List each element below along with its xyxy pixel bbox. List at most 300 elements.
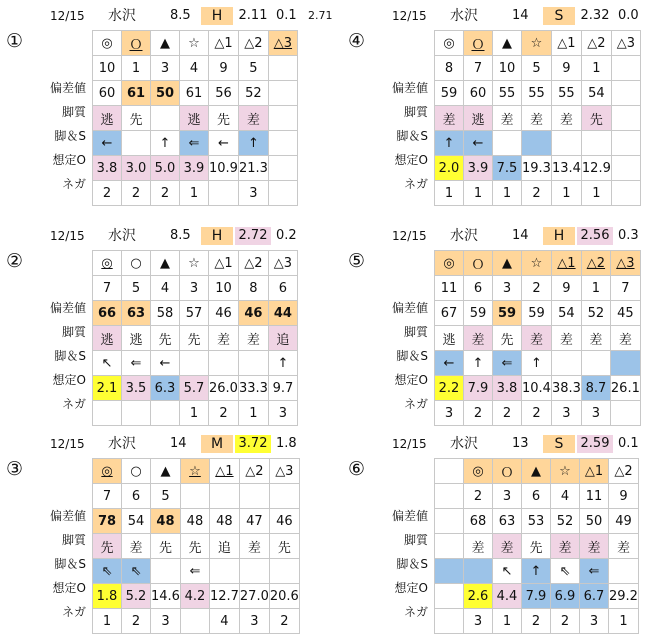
- row-label-nega: ネガ: [403, 605, 428, 619]
- mark-cell: ☆: [180, 459, 209, 484]
- pace-badge: H: [201, 227, 233, 245]
- mark-cell: △2: [238, 251, 268, 276]
- mark-cell: ◎: [435, 31, 464, 56]
- deviation-cell: 68: [464, 509, 493, 534]
- est-odds-cell: 4.2: [180, 584, 209, 609]
- running-style-cell: 差: [609, 534, 639, 559]
- deviation-cell: 46: [209, 301, 239, 326]
- nega-cell: 2: [522, 609, 551, 634]
- horse-number-cell: 7: [464, 56, 493, 81]
- distance-value: 8.5: [170, 228, 191, 243]
- grid-row-style: [435, 326, 641, 351]
- running-style-cell: 差: [551, 326, 581, 351]
- grid-row-nega: [435, 181, 641, 206]
- running-style-cell: 差: [522, 326, 552, 351]
- horse-number-cell: 3: [493, 484, 522, 509]
- prediction-grid: [92, 458, 300, 634]
- horse-number-cell: 5: [122, 276, 151, 301]
- est-odds-cell: 2.6: [464, 584, 493, 609]
- deviation-cell: 50: [151, 81, 180, 106]
- race-header: [346, 4, 661, 26]
- deviation-cell: 58: [151, 301, 180, 326]
- leg-speed-cell: ←: [209, 131, 239, 156]
- horse-number-cell: 3: [151, 56, 180, 81]
- deviation-cell: [611, 81, 640, 106]
- deviation-cell: 54: [581, 81, 611, 106]
- grid-row-marks: [435, 459, 639, 484]
- nega-cell: 3: [151, 609, 181, 634]
- mark-cell: ▲: [151, 459, 181, 484]
- nega-cell: 1: [581, 181, 611, 206]
- running-style-cell: 先: [522, 534, 551, 559]
- mark-cell: Ｏ: [464, 251, 493, 276]
- nega-cell: 1: [180, 401, 209, 426]
- deviation-cell: 61: [122, 81, 151, 106]
- deviation-cell: 48: [151, 509, 181, 534]
- row-label-est-odds: 想定O: [394, 581, 428, 595]
- nega-cell: 2: [522, 401, 552, 426]
- race-number: ③: [6, 458, 24, 480]
- row-label-style: 脚質: [403, 533, 428, 547]
- est-odds-cell: 20.6: [269, 584, 299, 609]
- nega-cell: 2: [122, 609, 151, 634]
- prediction-grid: [434, 458, 639, 634]
- grid-row-odds: [435, 584, 639, 609]
- race-number: ⑥: [348, 458, 366, 480]
- nega-cell: [268, 181, 297, 206]
- row-label-deviation: 偏差値: [49, 509, 86, 523]
- horse-number-cell: 7: [93, 276, 122, 301]
- pace-badge: H: [543, 227, 575, 245]
- est-odds-cell: 3.0: [122, 156, 151, 181]
- row-label-nega: ネガ: [403, 177, 428, 191]
- deviation-cell: 61: [180, 81, 209, 106]
- nega-cell: [93, 401, 122, 426]
- est-odds-cell: 5.7: [180, 376, 209, 401]
- running-style-cell: 先: [581, 106, 611, 131]
- row-label-style: 脚質: [61, 533, 86, 547]
- horse-number-cell: 4: [151, 276, 180, 301]
- venue-name: 水沢: [450, 8, 478, 24]
- nega-cell: 3: [464, 609, 493, 634]
- mark-cell: [435, 459, 464, 484]
- horse-number-cell: [209, 484, 239, 509]
- running-style-cell: 追: [209, 534, 239, 559]
- leg-speed-cell: [238, 351, 268, 376]
- leg-speed-cell: [493, 131, 522, 156]
- odds-value-2: 0.0: [618, 8, 639, 23]
- deviation-cell: 44: [268, 301, 297, 326]
- est-odds-cell: 21.3: [238, 156, 268, 181]
- race-date: 12/15: [392, 9, 427, 23]
- leg-speed-cell: [551, 351, 581, 376]
- odds-value-2: 0.1: [618, 436, 639, 451]
- horse-number-cell: [269, 484, 299, 509]
- race-date: 12/15: [392, 229, 427, 243]
- nega-cell: 1: [493, 609, 522, 634]
- venue-name: 水沢: [108, 8, 136, 24]
- est-odds-cell: 12.9: [581, 156, 611, 181]
- running-style-cell: 先: [122, 106, 151, 131]
- deviation-cell: 45: [610, 301, 640, 326]
- nega-cell: 2: [93, 181, 122, 206]
- grid-row-arrows: [93, 131, 298, 156]
- deviation-cell: 53: [522, 509, 551, 534]
- horse-number-cell: 9: [551, 276, 581, 301]
- est-odds-cell: 2.1: [93, 376, 122, 401]
- pace-badge: M: [201, 435, 233, 453]
- deviation-cell: 55: [551, 81, 581, 106]
- leg-speed-cell: ↑: [522, 351, 552, 376]
- running-style-cell: 差: [464, 326, 493, 351]
- grid-row-style: [93, 534, 300, 559]
- row-labels: [348, 76, 434, 196]
- est-odds-cell: 10.9: [209, 156, 239, 181]
- nega-cell: 4: [209, 609, 239, 634]
- nega-cell: 1: [238, 401, 268, 426]
- horse-number-cell: 3: [180, 276, 209, 301]
- mark-cell: ◎: [93, 459, 122, 484]
- running-style-cell: 差: [238, 326, 268, 351]
- est-odds-cell: 10.4: [522, 376, 552, 401]
- race-header: [346, 224, 661, 246]
- mark-cell: ☆: [522, 251, 552, 276]
- race-block-4: [346, 224, 661, 420]
- running-style-cell: 差: [209, 326, 239, 351]
- leg-speed-cell: [122, 131, 151, 156]
- leg-speed-cell: [268, 131, 297, 156]
- running-style-cell: 差: [464, 534, 493, 559]
- grid-row-style: [435, 106, 641, 131]
- mark-cell: ☆: [522, 31, 552, 56]
- est-odds-cell: 26.0: [209, 376, 239, 401]
- grid-row-arrows: [435, 131, 641, 156]
- horse-number-cell: [180, 484, 209, 509]
- leg-speed-cell: [611, 131, 640, 156]
- horse-number-cell: 5: [151, 484, 181, 509]
- est-odds-cell: 7.9: [464, 376, 493, 401]
- deviation-cell: 56: [209, 81, 239, 106]
- mark-cell: △2: [239, 459, 269, 484]
- est-odds-cell: 9.7: [268, 376, 297, 401]
- row-label-leg-speed: 脚＆S: [54, 349, 86, 363]
- grid-row-style: [93, 326, 298, 351]
- leg-speed-cell: ↑: [464, 351, 493, 376]
- horse-number-cell: 8: [238, 276, 268, 301]
- horse-number-cell: 2: [464, 484, 493, 509]
- est-odds-cell: 1.8: [93, 584, 122, 609]
- odds-value-1: 2.11: [238, 8, 268, 23]
- mark-cell: △1: [551, 31, 581, 56]
- mark-cell: △2: [238, 31, 268, 56]
- est-odds-cell: 4.4: [493, 584, 522, 609]
- extra-value: 2.71: [308, 9, 333, 22]
- grid-row-odds: [435, 376, 641, 401]
- pace-badge: S: [543, 7, 575, 25]
- row-label-est-odds: 想定O: [394, 153, 428, 167]
- row-label-est-odds: 想定O: [394, 373, 428, 387]
- grid-row-style: [435, 534, 639, 559]
- race-block-1: [4, 4, 333, 201]
- race-number: ⑤: [348, 250, 366, 272]
- row-label-style: 脚質: [403, 325, 428, 339]
- grid-row-odds: [93, 376, 298, 401]
- row-label-nega: ネガ: [61, 177, 86, 191]
- venue-name: 水沢: [450, 228, 478, 244]
- odds-value-1: 2.56: [577, 227, 613, 245]
- venue-name: 水沢: [108, 436, 136, 452]
- leg-speed-cell: [209, 351, 239, 376]
- race-number: ①: [6, 30, 24, 52]
- venue-name: 水沢: [108, 228, 136, 244]
- nega-cell: 2: [151, 181, 180, 206]
- est-odds-cell: 13.4: [551, 156, 581, 181]
- nega-cell: [611, 181, 640, 206]
- leg-speed-cell: [239, 559, 269, 584]
- est-odds-cell: 7.5: [493, 156, 522, 181]
- horse-number-cell: 9: [609, 484, 639, 509]
- mark-cell: △3: [610, 251, 640, 276]
- leg-speed-cell: [609, 559, 639, 584]
- mark-cell: Ｏ: [122, 31, 151, 56]
- leg-speed-cell: [151, 559, 181, 584]
- mark-cell: ▲: [151, 31, 180, 56]
- running-style-cell: 差: [610, 326, 640, 351]
- leg-speed-cell: ↑: [151, 131, 180, 156]
- est-odds-cell: 3.5: [122, 376, 151, 401]
- row-label-est-odds: 想定O: [52, 581, 86, 595]
- est-odds-cell: 7.9: [522, 584, 551, 609]
- grid-row-nega: [93, 401, 298, 426]
- est-odds-cell: 5.0: [151, 156, 180, 181]
- grid-row-nega: [93, 181, 298, 206]
- row-label-leg-speed: 脚＆S: [396, 349, 428, 363]
- deviation-cell: 63: [493, 509, 522, 534]
- horse-number-cell: 6: [464, 276, 493, 301]
- est-odds-cell: 27.0: [239, 584, 269, 609]
- row-label-est-odds: 想定O: [52, 373, 86, 387]
- grid-row-nums: [93, 56, 298, 81]
- mark-cell: △1: [580, 459, 609, 484]
- deviation-cell: 59: [435, 81, 464, 106]
- mark-cell: ○: [122, 459, 151, 484]
- grid-row-arrows: [93, 559, 300, 584]
- nega-cell: [435, 609, 464, 634]
- grid-row-nums: [93, 484, 300, 509]
- mark-cell: △2: [581, 31, 611, 56]
- mark-cell: △3: [611, 31, 640, 56]
- running-style-cell: 差: [551, 534, 580, 559]
- mark-cell: ☆: [551, 459, 580, 484]
- est-odds-cell: 14.6: [151, 584, 181, 609]
- leg-speed-cell: ↖: [493, 559, 522, 584]
- nega-cell: [610, 401, 640, 426]
- running-style-cell: 差: [580, 534, 609, 559]
- horse-number-cell: 6: [522, 484, 551, 509]
- mark-cell: Ｏ: [493, 459, 522, 484]
- prediction-grid: [92, 250, 298, 426]
- row-label-nega: ネガ: [61, 605, 86, 619]
- race-number: ②: [6, 250, 24, 272]
- distance-value: 14: [512, 8, 529, 23]
- running-style-cell: 逃: [435, 326, 464, 351]
- grid-row-nums: [93, 276, 298, 301]
- row-label-style: 脚質: [61, 105, 86, 119]
- row-label-deviation: 偏差値: [391, 509, 428, 523]
- grid-row-dev: [93, 301, 298, 326]
- deviation-cell: 46: [269, 509, 299, 534]
- est-odds-cell: 33.3: [238, 376, 268, 401]
- running-style-cell: 逃: [122, 326, 151, 351]
- est-odds-cell: 3.8: [493, 376, 522, 401]
- running-style-cell: 逃: [93, 326, 122, 351]
- grid-row-dev: [435, 81, 641, 106]
- distance-value: 13: [512, 436, 529, 451]
- est-odds-cell: 6.3: [151, 376, 180, 401]
- horse-number-cell: [435, 484, 464, 509]
- deviation-cell: 52: [551, 509, 580, 534]
- nega-cell: 1: [493, 181, 522, 206]
- deviation-cell: 57: [180, 301, 209, 326]
- est-odds-cell: 19.3: [522, 156, 552, 181]
- grid-row-odds: [93, 156, 298, 181]
- nega-cell: 1: [93, 609, 122, 634]
- leg-speed-cell: ←: [151, 351, 180, 376]
- grid-row-nega: [435, 609, 639, 634]
- running-style-cell: 逃: [93, 106, 122, 131]
- race-number: ④: [348, 30, 366, 52]
- deviation-cell: 55: [493, 81, 522, 106]
- mark-cell: ◎: [464, 459, 493, 484]
- row-labels: [6, 504, 92, 624]
- est-odds-cell: [268, 156, 297, 181]
- deviation-cell: [435, 509, 464, 534]
- leg-speed-cell: ←: [435, 351, 464, 376]
- odds-value-2: 1.8: [276, 436, 297, 451]
- row-labels: [348, 296, 434, 416]
- horse-number-cell: 1: [122, 56, 151, 81]
- distance-value: 14: [512, 228, 529, 243]
- leg-speed-cell: [180, 351, 209, 376]
- grid-row-nega: [93, 609, 300, 634]
- running-style-cell: 逃: [180, 106, 209, 131]
- grid-row-dev: [435, 509, 639, 534]
- est-odds-cell: 5.2: [122, 584, 151, 609]
- est-odds-cell: 6.7: [580, 584, 609, 609]
- leg-speed-cell: ↑: [435, 131, 464, 156]
- horse-number-cell: 11: [580, 484, 609, 509]
- nega-cell: 3: [435, 401, 464, 426]
- leg-speed-cell: ↑: [268, 351, 297, 376]
- row-label-leg-speed: 脚＆S: [396, 129, 428, 143]
- grid-row-nega: [435, 401, 641, 426]
- race-header: [346, 432, 661, 454]
- prediction-grid: [92, 30, 298, 206]
- row-label-est-odds: 想定O: [52, 153, 86, 167]
- nega-cell: 1: [464, 181, 493, 206]
- odds-value-2: 0.3: [618, 228, 639, 243]
- odds-value-1: 2.32: [580, 8, 610, 23]
- horse-number-cell: 1: [581, 56, 611, 81]
- deviation-cell: 48: [180, 509, 209, 534]
- deviation-cell: 50: [580, 509, 609, 534]
- nega-cell: 3: [551, 401, 581, 426]
- race-header: [4, 432, 322, 454]
- row-label-style: 脚質: [403, 105, 428, 119]
- deviation-cell: 48: [209, 509, 239, 534]
- row-label-style: 脚質: [61, 325, 86, 339]
- row-label-leg-speed: 脚＆S: [54, 129, 86, 143]
- prediction-grid: [434, 30, 641, 206]
- nega-cell: 2: [464, 401, 493, 426]
- nega-cell: 1: [609, 609, 639, 634]
- race-block-3: [4, 224, 322, 420]
- race-date: 12/15: [50, 229, 85, 243]
- horse-number-cell: 10: [209, 276, 239, 301]
- horse-number-cell: 6: [122, 484, 151, 509]
- mark-cell: ☆: [180, 251, 209, 276]
- row-label-deviation: 偏差値: [49, 301, 86, 315]
- running-style-cell: 先: [209, 106, 239, 131]
- nega-cell: 2: [522, 181, 552, 206]
- running-style-cell: 差: [581, 326, 610, 351]
- leg-speed-cell: ⇐: [493, 351, 522, 376]
- nega-cell: 3: [581, 401, 610, 426]
- deviation-cell: 63: [122, 301, 151, 326]
- row-label-deviation: 偏差値: [391, 81, 428, 95]
- leg-speed-cell: ⇐: [180, 131, 209, 156]
- running-style-cell: 先: [151, 326, 180, 351]
- mark-cell: Ｏ: [464, 31, 493, 56]
- horse-number-cell: 10: [93, 56, 122, 81]
- running-style-cell: [151, 106, 180, 131]
- mark-cell: △2: [609, 459, 639, 484]
- est-odds-cell: 3.9: [464, 156, 493, 181]
- row-labels: [348, 504, 434, 624]
- race-date: 12/15: [392, 437, 427, 451]
- grid-row-arrows: [93, 351, 298, 376]
- running-style-cell: 先: [180, 534, 209, 559]
- est-odds-cell: 26.1: [610, 376, 640, 401]
- row-label-leg-speed: 脚＆S: [54, 557, 86, 571]
- leg-speed-cell: [551, 131, 581, 156]
- deviation-cell: 60: [93, 81, 122, 106]
- est-odds-cell: 8.7: [581, 376, 610, 401]
- grid-row-marks: [93, 251, 298, 276]
- est-odds-cell: 38.3: [551, 376, 581, 401]
- grid-row-marks: [435, 31, 641, 56]
- odds-value-1: 2.59: [577, 435, 613, 453]
- leg-speed-cell: [581, 351, 610, 376]
- venue-name: 水沢: [450, 436, 478, 452]
- running-style-cell: 逃: [464, 106, 493, 131]
- deviation-cell: 55: [522, 81, 552, 106]
- horse-number-cell: 4: [551, 484, 580, 509]
- odds-value-2: 0.2: [276, 228, 297, 243]
- grid-row-nums: [435, 484, 639, 509]
- grid-row-nums: [435, 56, 641, 81]
- mark-cell: ☆: [180, 31, 209, 56]
- leg-speed-cell: [522, 131, 552, 156]
- leg-speed-cell: ↑: [522, 559, 551, 584]
- grid-row-dev: [435, 301, 641, 326]
- horse-number-cell: 6: [268, 276, 297, 301]
- horse-number-cell: 11: [435, 276, 464, 301]
- grid-row-dev: [93, 509, 300, 534]
- running-style-cell: 差: [239, 534, 269, 559]
- deviation-cell: 46: [238, 301, 268, 326]
- grid-row-arrows: [435, 351, 641, 376]
